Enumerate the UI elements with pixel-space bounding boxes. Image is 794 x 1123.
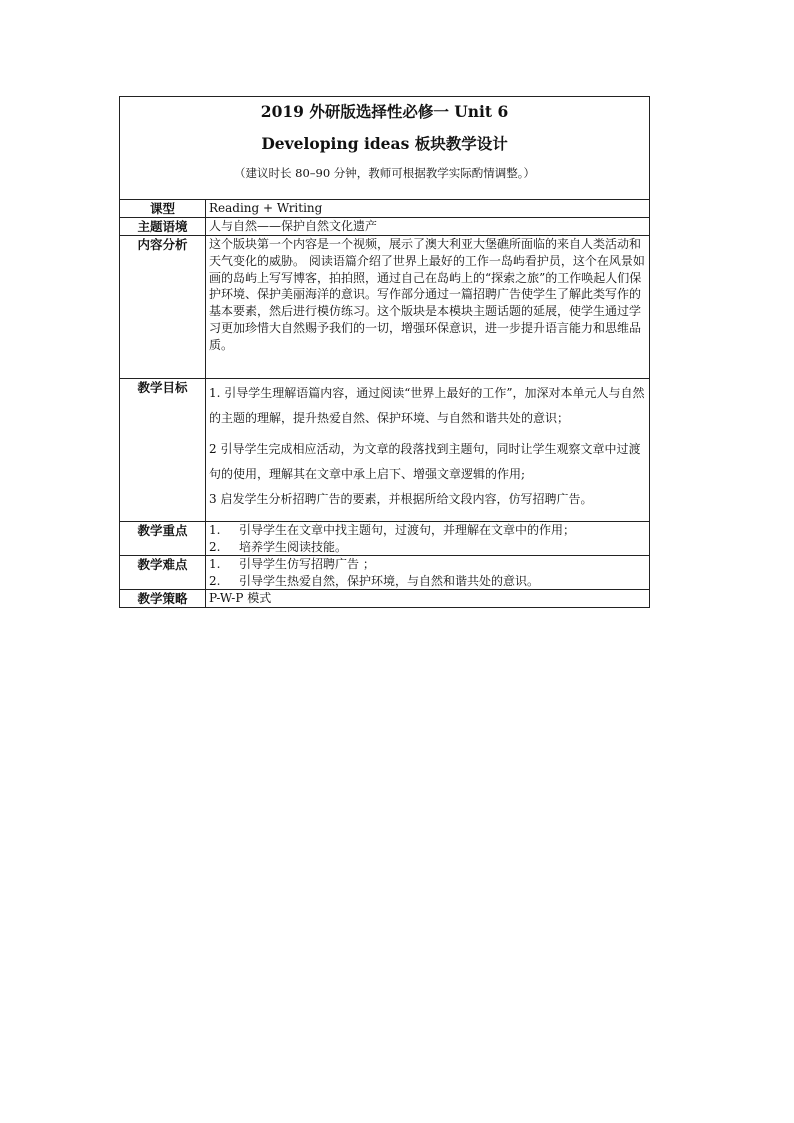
objective-item: 3 启发学生分析招聘广告的要素，并根据所给文段内容，仿写招聘广告。: [209, 492, 593, 506]
value-objectives: [206, 379, 650, 522]
list-item: [209, 539, 647, 556]
list-item: [209, 573, 647, 590]
label-theme: 主题语境: [120, 218, 206, 236]
value-strategy: P-W-P 模式: [206, 590, 650, 608]
label-strategy: 教学策略: [120, 590, 206, 608]
value-difficulties: [206, 556, 650, 590]
document-subtitle: Developing ideas 板块教学设计: [261, 134, 508, 153]
row-difficulties: [120, 556, 650, 590]
list-text: 引导学生在文章中找主题句，过渡句，并理解在文章中的作用；: [239, 523, 576, 537]
value-theme: 人与自然——保护自然文化遗产: [206, 218, 650, 236]
objective-item: 1. 引导学生理解语篇内容，通过阅读“世界上最好的工作”，加深对本单元人与自然的主题的理解，提升热爱自然、保护环境、与自然和谐共处的意识；: [209, 386, 645, 425]
key-points-list: [209, 522, 647, 555]
list-number: 2.: [209, 573, 221, 588]
label-type: 课型: [120, 200, 206, 218]
list-text: 培养学生阅读技能。: [239, 539, 348, 554]
list-text: 引导学生热爱自然，保护环境，与自然和谐共处的意识。: [239, 573, 540, 588]
label-key-points: 教学重点: [120, 522, 206, 556]
list-number: 1.: [209, 557, 221, 571]
header-row: [120, 97, 650, 200]
value-type: Reading + Writing: [206, 200, 650, 218]
row-analysis: [120, 236, 650, 379]
document-title: 2019 外研版选择性必修一 Unit 6: [260, 102, 509, 121]
row-strategy: [120, 590, 650, 608]
value-analysis: 这个版块第一个内容是一个视频，展示了澳大利亚大堡礁所面临的来自人类活动和天气变化的威胁。 阅读语篇介绍了世界上最好的工作一岛屿看护员，这个在风景如画的岛屿上写写博客，拍拍照，通过自己在岛屿上的“探索之旅”的工作唤起人们保护环境、保护美丽海洋的意识。写作部分通过一篇招聘广告使学生了解此类写作的基本要素，然后进行模仿练习。这个版块是本模块主题话题的延展，使学生通过学习更加珍惜大自然赐予我们的一切，增强环保意识，进一步提升语言能力和思维品质。: [206, 236, 650, 379]
label-difficulties: 教学难点: [120, 556, 206, 590]
difficulties-list: [209, 556, 647, 589]
header-cell: [120, 97, 650, 200]
row-objectives: [120, 379, 650, 522]
list-item: [209, 522, 647, 539]
duration-note: （建议时长 80–90 分钟，教师可根据教学实际酌情调整。）: [233, 166, 536, 180]
list-item: [209, 556, 647, 573]
row-key-points: [120, 522, 650, 556]
label-objectives: 教学目标: [120, 379, 206, 522]
list-number: 1.: [209, 523, 221, 537]
row-type: [120, 200, 650, 218]
list-number: 2.: [209, 539, 221, 554]
value-key-points: [206, 522, 650, 556]
lesson-plan-table: [119, 96, 650, 608]
objective-item: 2 引导学生完成相应活动，为文章的段落找到主题句，同时让学生观察文章中过渡句的使用，理解其在文章中承上启下、增强文章逻辑的作用;: [209, 442, 641, 481]
row-theme: [120, 218, 650, 236]
list-text: 引导学生仿写招聘广告 ；: [239, 557, 375, 571]
label-analysis: 内容分析: [120, 236, 206, 379]
